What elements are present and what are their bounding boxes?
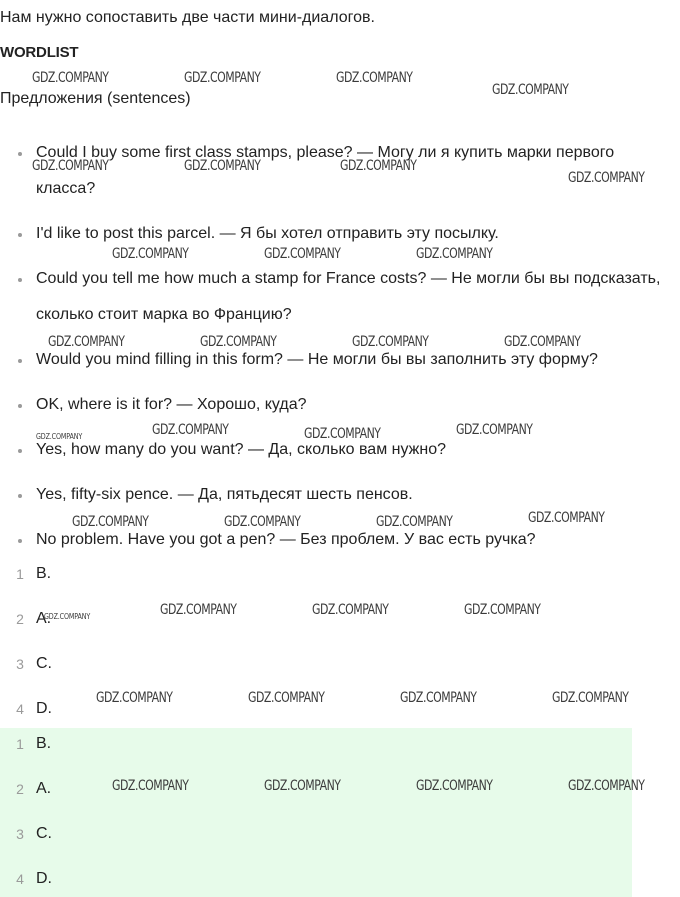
watermark: GDZ.COMPANY <box>416 246 493 262</box>
watermark: GDZ.COMPANY <box>152 422 229 438</box>
answer-letter: D. <box>36 870 52 887</box>
wordlist-heading: WORDLIST <box>0 44 79 61</box>
answer-number: 2 <box>16 781 24 797</box>
watermark: GDZ.COMPANY <box>224 514 301 530</box>
answer-number: 3 <box>16 826 24 842</box>
watermark: GDZ.COMPANY <box>96 690 173 706</box>
answer-number: 3 <box>16 656 24 672</box>
watermark: GDZ.COMPANY <box>416 778 493 794</box>
answer-letter: A. <box>36 780 52 797</box>
answer-item <box>0 648 680 682</box>
answer-item <box>0 693 680 727</box>
watermark: GDZ.COMPANY <box>32 158 109 174</box>
sentence-item: Could I buy some first class stamps, please? — Могу ли я купить марки первого класса? <box>36 135 676 207</box>
section-title: Предложения (sentences) <box>0 90 191 107</box>
watermark: GDZ.COMPANY <box>200 334 277 350</box>
answer-number: 4 <box>16 871 24 887</box>
answer-item <box>0 603 680 637</box>
watermark: GDZ.COMPANY <box>160 602 237 618</box>
answer-list-highlighted <box>0 728 632 897</box>
answer-item <box>0 558 680 592</box>
answer-number: 1 <box>16 566 24 582</box>
watermark: GDZ.COMPANY <box>312 602 389 618</box>
watermark: GDZ.COMPANY <box>112 778 189 794</box>
answer-letter: B. <box>36 565 52 582</box>
watermark: GDZ.COMPANY <box>528 510 605 526</box>
watermark: GDZ.COMPANY <box>304 426 381 442</box>
answer-letter: A. <box>36 610 52 627</box>
watermark: GDZ.COMPANY <box>504 334 581 350</box>
watermark: GDZ.COMPANY <box>248 690 325 706</box>
sentence-item: Could you tell me how much a stamp for France costs? — Не могли бы вы подсказать, сколько стоит марка во Францию? <box>36 261 676 333</box>
watermark: GDZ.COMPANY <box>48 334 125 350</box>
intro-text: Нам нужно сопоставить две части мини-диалогов. <box>0 9 375 26</box>
watermark: GDZ.COMPANY <box>400 690 477 706</box>
answer-number: 4 <box>16 701 24 717</box>
answer-letter: C. <box>36 655 52 672</box>
answer-item <box>0 818 632 852</box>
watermark: GDZ.COMPANY <box>336 70 413 86</box>
watermark: GDZ.COMPANY <box>264 778 341 794</box>
watermark: GDZ.COMPANY <box>32 70 109 86</box>
answer-letter: D. <box>36 700 52 717</box>
watermark: GDZ.COMPANY <box>112 246 189 262</box>
watermark: GDZ.COMPANY <box>72 514 149 530</box>
answer-letter: B. <box>36 735 52 752</box>
watermark: GDZ.COMPANY <box>456 422 533 438</box>
sentence-item: OK, where is it for? — Хорошо, куда? <box>36 387 676 423</box>
watermark: GDZ.COMPANY <box>376 514 453 530</box>
watermark: GDZ.COMPANY <box>552 690 629 706</box>
sentence-item: No problem. Have you got a pen? — Без проблем. У вас есть ручка? <box>36 522 676 558</box>
sentence-item: Would you mind filling in this form? — Не могли бы вы заполнить эту форму? <box>36 342 676 378</box>
watermark: GDZ.COMPANY <box>352 334 429 350</box>
sentence-item: Yes, how many do you want? — Да, сколько вам нужно? <box>36 432 676 468</box>
watermark: GDZ.COMPANY <box>184 70 261 86</box>
watermark: GDZ.COMPANY <box>184 158 261 174</box>
watermark: GDZ.COMPANY <box>340 158 417 174</box>
sentence-item: I'd like to post this parcel. — Я бы хотел отправить эту посылку. <box>36 216 676 252</box>
answer-item <box>0 773 632 807</box>
watermark: GDZ.COMPANY <box>568 778 645 794</box>
watermark: GDZ.COMPANY <box>36 432 83 441</box>
watermark: GDZ.COMPANY <box>264 246 341 262</box>
watermark: GDZ.COMPANY <box>464 602 541 618</box>
watermark: GDZ.COMPANY <box>44 612 91 621</box>
sentence-item: Yes, fifty-six pence. — Да, пятьдесят шесть пенсов. <box>36 477 676 513</box>
answer-item <box>0 863 632 897</box>
answer-letter: C. <box>36 825 52 842</box>
watermark: GDZ.COMPANY <box>492 82 569 98</box>
watermark: GDZ.COMPANY <box>568 170 645 186</box>
answer-number: 2 <box>16 611 24 627</box>
answer-number: 1 <box>16 736 24 752</box>
answer-item <box>0 728 632 762</box>
